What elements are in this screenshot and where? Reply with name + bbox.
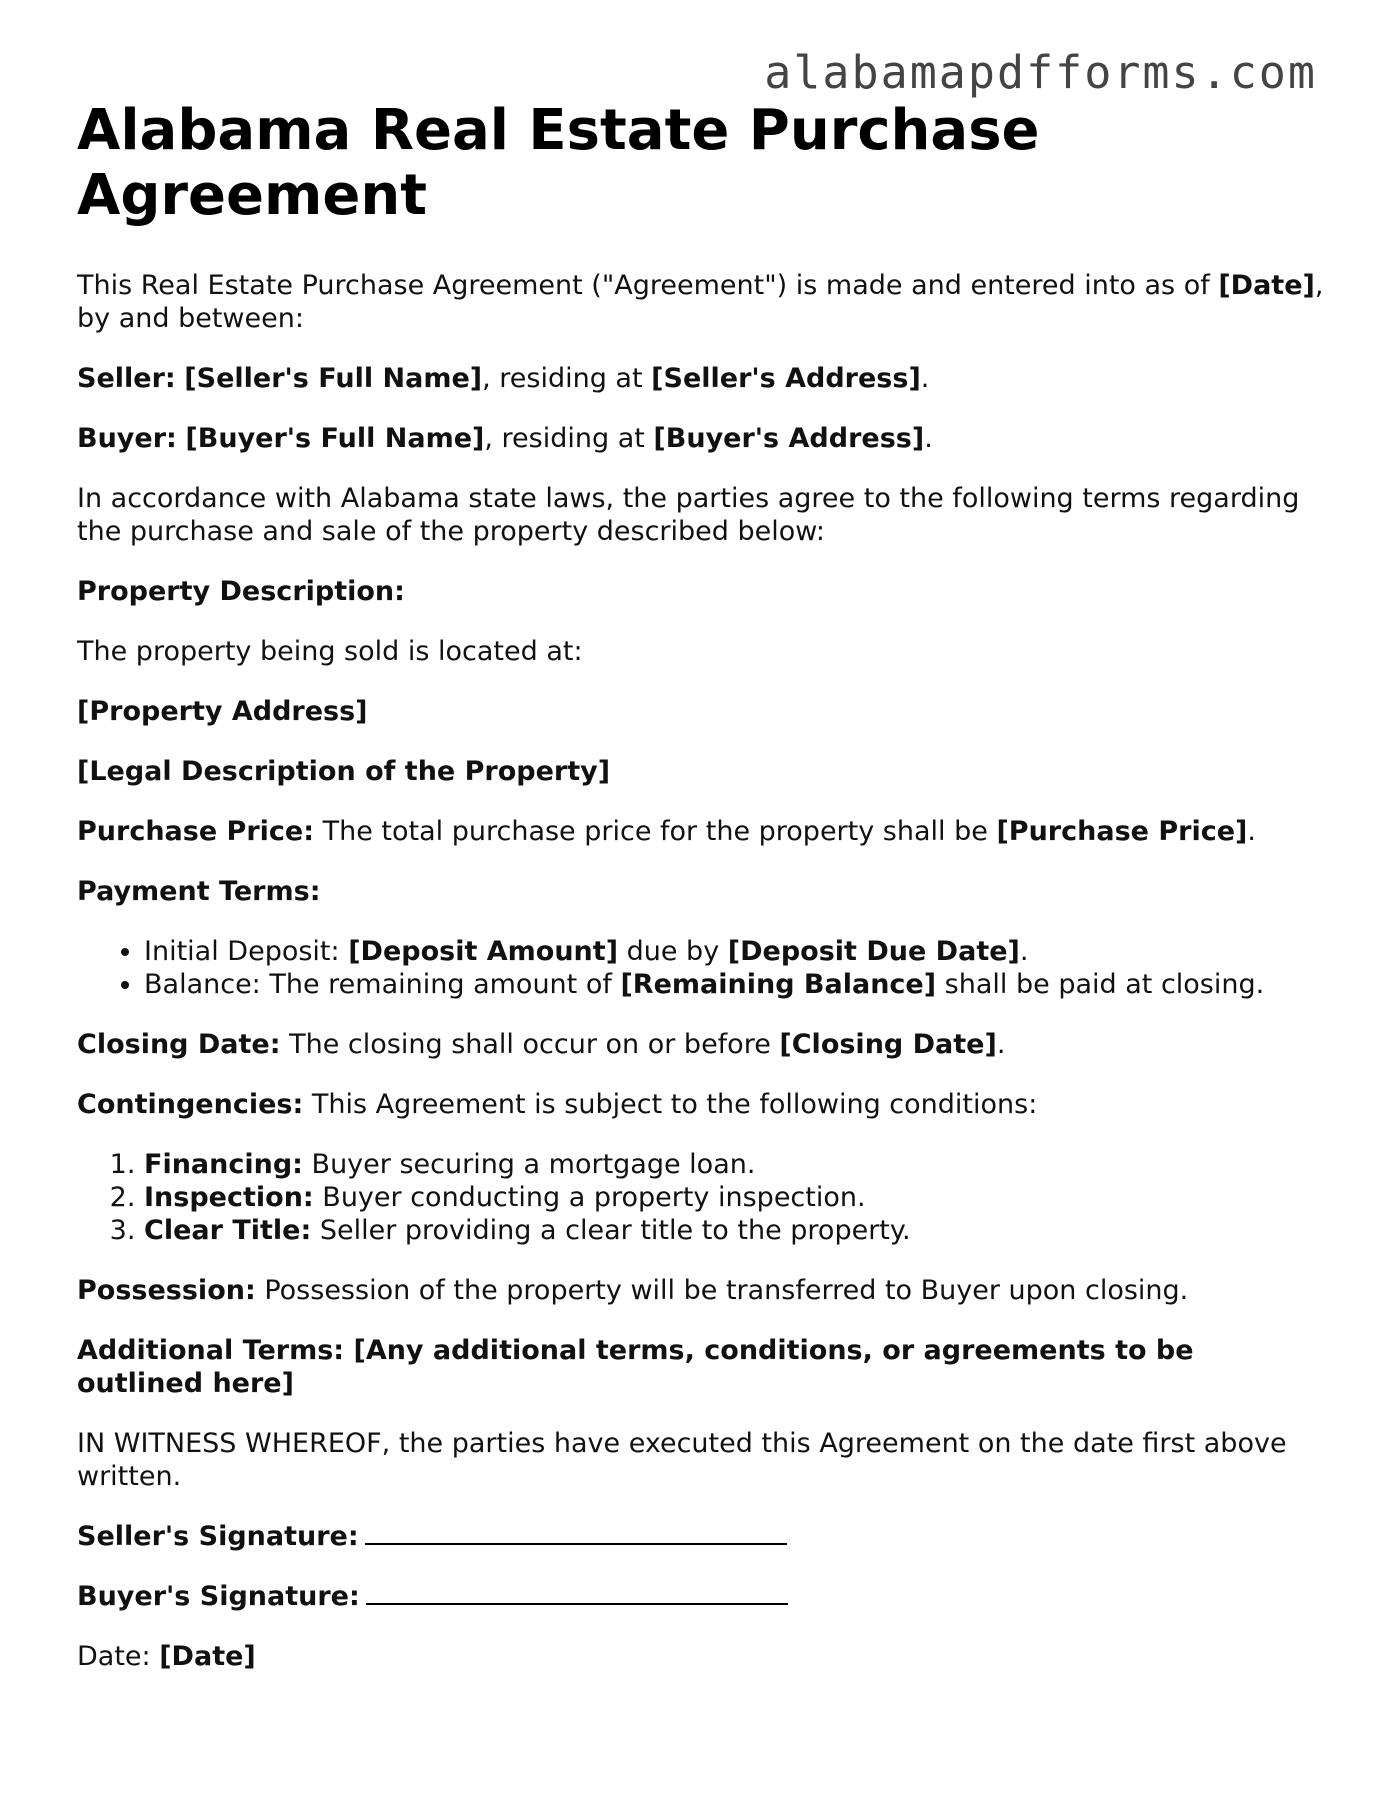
list-item-balance bbox=[144, 968, 1327, 1001]
signature-date-row bbox=[77, 1640, 1327, 1673]
contingencies-list bbox=[77, 1148, 1327, 1247]
contingencies-paragraph bbox=[77, 1088, 1327, 1121]
deposit-date-placeholder: [Deposit Due Date] bbox=[727, 936, 1020, 967]
buyer-residing-text: , residing at bbox=[484, 423, 654, 454]
list-item-clear-title bbox=[144, 1214, 1327, 1247]
buyer-period: . bbox=[924, 423, 933, 454]
buyer-name-placeholder: [Buyer's Full Name] bbox=[185, 423, 485, 454]
additional-terms-placeholder: [Any additional terms, conditions, or agreements to be outlined here] bbox=[77, 1335, 1194, 1399]
deposit-period: . bbox=[1019, 936, 1029, 967]
contingencies-label: Contingencies: bbox=[77, 1089, 304, 1120]
list-item-financing bbox=[144, 1148, 1327, 1181]
property-legal-paragraph bbox=[77, 755, 1327, 788]
purchase-price-text: The total purchase price for the property shall be bbox=[314, 816, 997, 847]
payment-terms-list bbox=[77, 935, 1327, 1001]
property-address-placeholder: [Property Address] bbox=[77, 696, 368, 727]
intro-text: This Real Estate Purchase Agreement ("Agreement") is made and entered into as of bbox=[77, 270, 1219, 301]
closing-date-placeholder: [Closing Date] bbox=[779, 1029, 997, 1060]
buyer-paragraph bbox=[77, 422, 1327, 455]
property-heading bbox=[77, 575, 1327, 608]
deposit-due-text: due by bbox=[618, 936, 728, 967]
closing-date-period: . bbox=[996, 1029, 1006, 1060]
purchase-price-placeholder: [Purchase Price] bbox=[996, 816, 1248, 847]
list-item-inspection bbox=[144, 1181, 1327, 1214]
contingency-label: Clear Title: bbox=[144, 1215, 312, 1246]
contingency-text: Seller providing a clear title to the property. bbox=[311, 1215, 911, 1246]
possession-label: Possession: bbox=[77, 1275, 256, 1306]
contingency-label: Financing: bbox=[144, 1149, 303, 1180]
purchase-price-paragraph bbox=[77, 815, 1327, 848]
seller-period: . bbox=[920, 363, 930, 394]
payment-terms-heading-text: Payment Terms: bbox=[77, 876, 321, 907]
additional-terms-label: Additional Terms: bbox=[77, 1335, 345, 1366]
seller-name-placeholder: [Seller's Full Name] bbox=[184, 363, 483, 394]
property-located-text: The property being sold is located at: bbox=[77, 636, 583, 667]
possession-paragraph bbox=[77, 1274, 1327, 1307]
seller-address-placeholder: [Seller's Address] bbox=[651, 363, 921, 394]
buyer-label: Buyer: bbox=[77, 423, 177, 454]
deposit-text: Initial Deposit: bbox=[144, 936, 349, 967]
accordance-paragraph: In accordance with Alabama state laws, the parties agree to the following terms regarding the purchase and sale of the property described below: bbox=[77, 483, 1300, 547]
contingencies-text: This Agreement is subject to the following conditions: bbox=[303, 1089, 1038, 1120]
closing-date-text: The closing shall occur on or before bbox=[280, 1029, 780, 1060]
balance-text: Balance: The remaining amount of bbox=[144, 969, 621, 1000]
contingency-label: Inspection: bbox=[144, 1182, 314, 1213]
buyer-address-placeholder: [Buyer's Address] bbox=[653, 423, 925, 454]
contingency-text: Buyer securing a mortgage loan. bbox=[302, 1149, 756, 1180]
deposit-amount-placeholder: [Deposit Amount] bbox=[348, 936, 619, 967]
site-watermark: alabamapdfforms.com bbox=[764, 46, 1317, 99]
buyer-signature-line[interactable] bbox=[366, 1581, 788, 1605]
seller-signature-line[interactable] bbox=[365, 1521, 787, 1545]
payment-terms-heading bbox=[77, 875, 1327, 908]
purchase-price-label: Purchase Price: bbox=[77, 816, 315, 847]
closing-date-label: Closing Date: bbox=[77, 1029, 281, 1060]
intro-paragraph bbox=[77, 269, 1327, 335]
balance-amount-placeholder: [Remaining Balance] bbox=[620, 969, 937, 1000]
signature-date-label: Date: bbox=[77, 1641, 160, 1672]
seller-signature-label: Seller's Signature: bbox=[77, 1521, 359, 1552]
property-address-paragraph bbox=[77, 695, 1327, 728]
seller-label: Seller: bbox=[77, 363, 176, 394]
closing-date-paragraph bbox=[77, 1028, 1327, 1061]
property-heading-text: Property Description: bbox=[77, 576, 405, 607]
list-item-deposit bbox=[144, 935, 1327, 968]
seller-signature-row bbox=[77, 1520, 1327, 1553]
signature-date-placeholder: [Date] bbox=[159, 1641, 256, 1672]
buyer-signature-label: Buyer's Signature: bbox=[77, 1581, 360, 1612]
purchase-price-period: . bbox=[1247, 816, 1256, 847]
additional-terms-paragraph bbox=[77, 1334, 1327, 1400]
witness-paragraph: IN WITNESS WHEREOF, the parties have executed this Agreement on the date first above written. bbox=[77, 1428, 1287, 1492]
intro-date-placeholder: [Date] bbox=[1218, 270, 1315, 301]
buyer-signature-row bbox=[77, 1580, 1327, 1613]
balance-text-end: shall be paid at closing. bbox=[936, 969, 1265, 1000]
document-page bbox=[77, 98, 1327, 1673]
property-legal-placeholder: [Legal Description of the Property] bbox=[77, 756, 611, 787]
document-title: Alabama Real Estate Purchase Agreement bbox=[77, 98, 1040, 228]
contingency-text: Buyer conducting a property inspection. bbox=[313, 1182, 866, 1213]
seller-paragraph bbox=[77, 362, 1327, 395]
possession-text: Possession of the property will be transferred to Buyer upon closing. bbox=[255, 1275, 1189, 1306]
intro-text-end: , by and between: bbox=[77, 270, 1324, 334]
seller-residing-text: , residing at bbox=[482, 363, 652, 394]
